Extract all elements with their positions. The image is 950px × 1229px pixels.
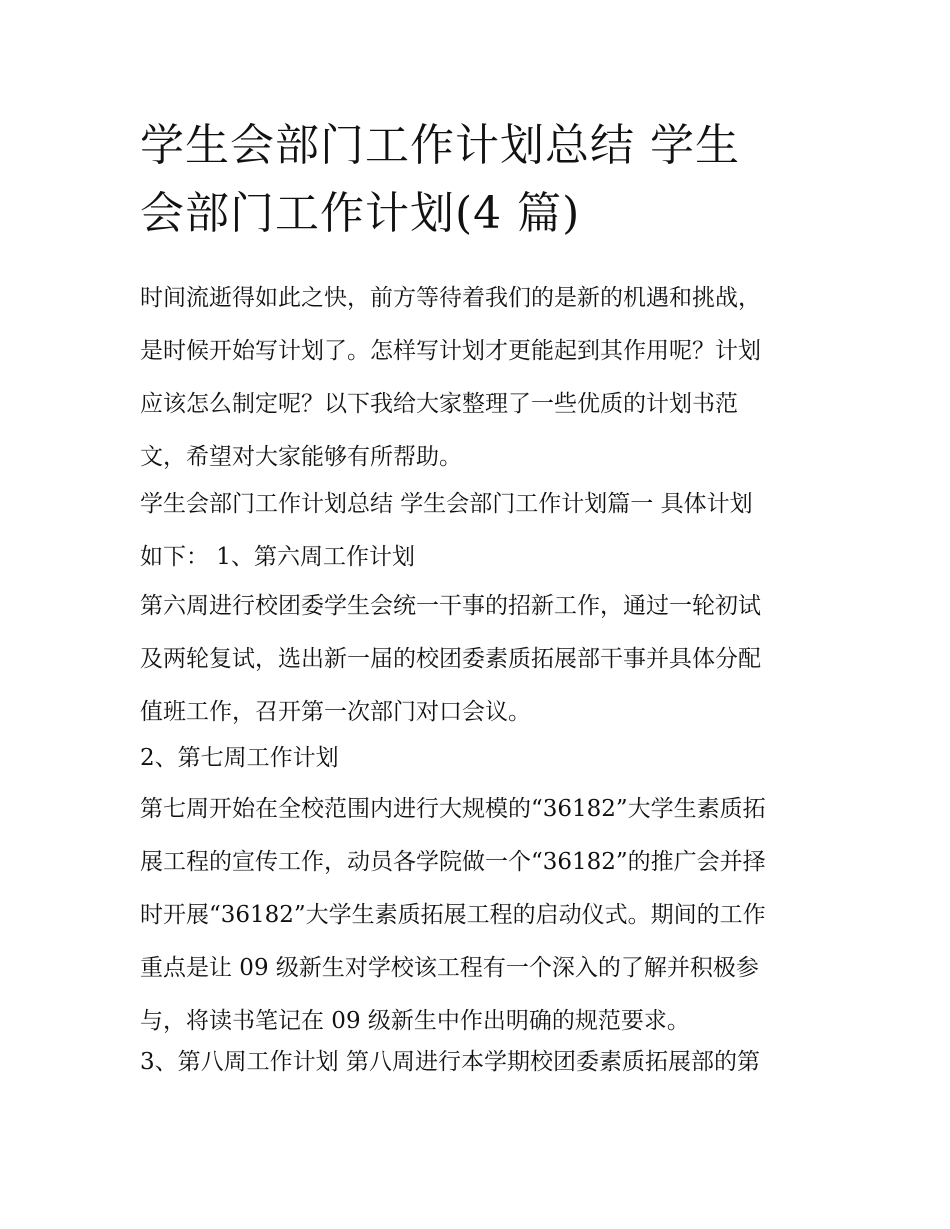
paragraph-line: 时间流逝得如此之快，前方等待着我们的是新的机遇和挑战， xyxy=(140,285,761,311)
paragraph-line: 文，希望对大家能够有所帮助。 xyxy=(140,444,462,470)
week-seven-paragraph xyxy=(140,783,820,1048)
document-title xyxy=(140,112,830,248)
paragraph-line: 时开展“36182”大学生素质拓展工程的启动仪式。期间的工作 xyxy=(140,902,766,928)
paragraph-line: 学生会部门工作计划总结 学生会部门工作计划篇一 具体计划 xyxy=(140,491,753,517)
paragraph-line: 展工程的宣传工作，动员各学院做一个“36182”的推广会并择 xyxy=(140,849,766,875)
paragraph-line: 2、第七周工作计划 xyxy=(140,745,339,771)
paragraph-line: 及两轮复试，选出新一届的校团委素质拓展部干事并具体分配 xyxy=(140,646,761,672)
paragraph-line: 与，将读书笔记在 09 级新生中作出明确的规范要求。 xyxy=(140,1008,690,1034)
paragraph-line: 3、第八周工作计划 第八周进行本学期校团委素质拓展部的第 xyxy=(140,1049,760,1075)
paragraph-line: 是时候开始写计划了。怎样写计划才更能起到其作用呢？计划 xyxy=(140,338,761,364)
title-line-2: 会部门工作计划(4 篇) xyxy=(140,188,581,239)
paragraph-line: 应该怎么制定呢？以下我给大家整理了一些优质的计划书范 xyxy=(140,391,738,417)
week-seven-heading xyxy=(140,732,820,785)
paragraph-line: 如下： 1、第六周工作计划 xyxy=(140,544,415,570)
intro-paragraph xyxy=(140,272,820,484)
paragraph-line: 值班工作，召开第一次部门对口会议。 xyxy=(140,699,531,725)
week-eight-paragraph xyxy=(140,1036,820,1089)
paragraph-line: 第六周进行校团委学生会统一干事的招新工作，通过一轮初试 xyxy=(140,593,761,619)
paragraph-line: 第七周开始在全校范围内进行大规模的“36182”大学生素质拓 xyxy=(140,796,766,822)
paragraph-line: 重点是让 09 级新生对学校该工程有一个深入的了解并积极参 xyxy=(140,955,759,981)
section-heading-paragraph xyxy=(140,478,820,584)
week-six-paragraph xyxy=(140,580,820,739)
title-line-1: 学生会部门工作计划总结 学生 xyxy=(140,120,740,171)
